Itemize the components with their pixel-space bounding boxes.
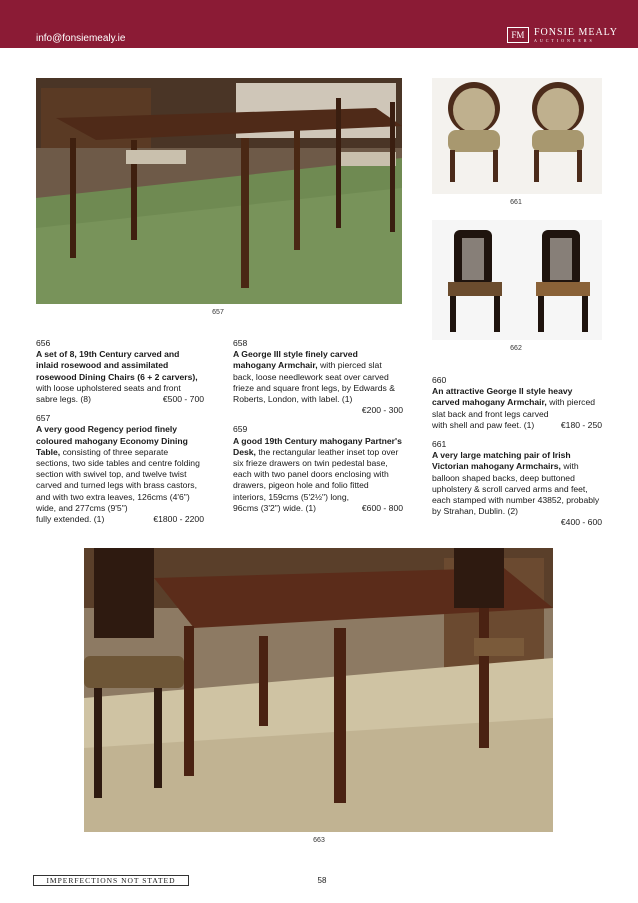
lot-estimate-657: €1800 - 2200 — [153, 514, 204, 525]
photo-lot-661-armchairs — [432, 78, 602, 194]
lot-estimate-656: €500 - 700 — [162, 394, 204, 405]
lot-desc-656: with loose upholstered seats and front — [36, 382, 181, 393]
lot-desc-659: the rectangular leather inset top over six frieze drawers on twin pedestal base, each with two panel doors enclosing with drawers, pigeon hole and folio fitted interiors, 159cms (5'2½") long, — [233, 446, 399, 502]
lot-title-657: A very good Regency period finely coloured mahogany Economy Dining Table, — [36, 424, 188, 457]
fonsie-mealy-logo — [507, 24, 618, 46]
lot-last-659: 96cms (3'2") wide. (1) — [233, 502, 317, 513]
lot-number-656: 656 — [36, 338, 51, 348]
lot-number-659: 659 — [233, 424, 248, 435]
lot-title-658: A George III style finely carved mahogany Armchair, — [233, 349, 358, 371]
lot-number-660: 660 — [432, 375, 447, 385]
logo-mark: FM — [507, 27, 529, 43]
page-number: 58 — [317, 876, 327, 885]
lot-number-657: 657 — [36, 413, 51, 424]
logo-name: FONSIE MEALY — [533, 26, 618, 38]
lot-last-660: with shell and paw feet. (1) — [432, 419, 535, 430]
lot-last-656: sabre legs. (8) — [36, 394, 91, 405]
lot-descriptions-col1 — [36, 338, 204, 525]
lot-number-658: 658 — [233, 338, 248, 348]
lot-descriptions-col3 — [432, 375, 602, 529]
lot-desc-660: with pierced slat back and front legs carved — [432, 397, 596, 419]
photo-lot-662-chairs — [432, 220, 602, 340]
lot-descriptions-col2 — [233, 338, 403, 514]
lot-desc-661: with balloon shaped backs, deep buttoned upholstery & scroll carved arms and feet, each stamped with number 43852, probably by Strahan, Dublin. (2) — [432, 461, 600, 517]
lot-estimate-661: €400 - 600 — [560, 517, 602, 528]
lot-estimate-658: €200 - 300 — [361, 405, 403, 416]
caption-663: 663 — [313, 837, 325, 844]
lot-desc-658: with pierced slat back, loose needlework seat over carved frieze and square front legs, by Edwards & Roberts, London, with label. (1) — [233, 360, 395, 405]
lot-title-660: An attractive George II style heavy carved mahogany Armchair, — [432, 386, 573, 408]
lot-title-659: A good 19th Century mahogany Partner's Desk, — [233, 435, 402, 457]
lot-estimate-660: €180 - 250 — [560, 419, 602, 430]
logo-subtitle: AUCTIONEERS — [533, 37, 595, 43]
lot-last-657: fully extended. (1) — [36, 514, 105, 525]
lot-number-661: 661 — [432, 439, 447, 450]
caption-662: 662 — [510, 345, 522, 352]
lot-desc-657: consisting of three separate sections, two side tables and centre folding section with swivel top, and twelve twist carved and turned legs with brass castors, and with two extra leaves, 126cms (4'6") wide, and 277cms (9'5") — [36, 446, 200, 513]
imperfections-notice: IMPERFECTIONS NOT STATED — [33, 875, 189, 886]
caption-657: 657 — [212, 309, 224, 316]
caption-661: 661 — [510, 199, 522, 206]
photo-lot-657-dining-table — [36, 78, 402, 304]
page-header — [0, 0, 638, 48]
photo-lot-663-desk — [84, 548, 553, 832]
lot-estimate-659: €600 - 800 — [361, 502, 403, 513]
header-email[interactable]: info@fonsiemealy.ie — [36, 33, 126, 44]
lot-title-661: A very large matching pair of Irish Victorian mahogany Armchairs, — [432, 450, 571, 472]
lot-title-656: A set of 8, 19th Century carved and inlaid rosewood and assimilated rosewood Dining Chairs (6 + 2 carvers), — [36, 349, 198, 382]
